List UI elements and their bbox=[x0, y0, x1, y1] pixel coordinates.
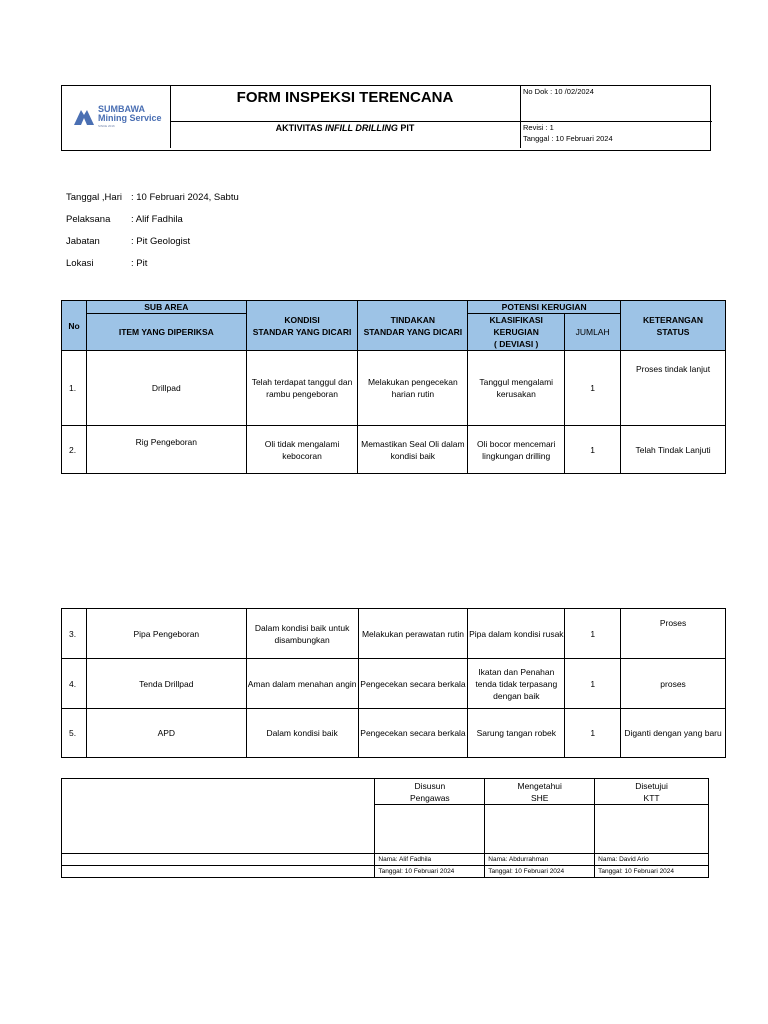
row-klasifikasi: Oli bocor mencemari lingkungan drilling bbox=[468, 426, 565, 474]
row-item: Drillpad bbox=[86, 351, 246, 426]
mountain-logo-icon bbox=[73, 106, 95, 126]
row-klasifikasi: Pipa dalam kondisi rusak bbox=[468, 609, 565, 659]
info-value-jabatan: : Pit Geologist bbox=[131, 236, 191, 247]
signature-role: Disusun bbox=[414, 780, 446, 791]
row-item: Rig Pengeboran bbox=[86, 426, 246, 474]
signature-dept: Pengawas bbox=[409, 792, 450, 803]
header-klasifikasi-line1: KLASIFIKASI bbox=[489, 315, 543, 325]
signature-space-she bbox=[485, 805, 595, 854]
header-keterangan-line1: KETERANGAN bbox=[643, 314, 704, 325]
form-header bbox=[61, 85, 711, 151]
inspection-table bbox=[61, 300, 726, 474]
signature-blank-nama bbox=[62, 854, 375, 866]
header-item: ITEM YANG DIPERIKSA bbox=[86, 314, 246, 351]
header-keterangan-line2: STATUS bbox=[656, 326, 690, 337]
row-no: 3. bbox=[62, 609, 87, 659]
subtitle-prefix: AKTIVITAS bbox=[275, 123, 325, 133]
row-tindakan: Pengecekan secara berkala bbox=[358, 709, 468, 758]
header-tindakan-line2: STANDAR YANG DICARI bbox=[363, 326, 463, 337]
row-jumlah: 1 bbox=[565, 609, 621, 659]
signature-tanggal: Tanggal: 10 Februari 2024 bbox=[595, 866, 709, 878]
header-tindakan bbox=[358, 301, 468, 351]
row-klasifikasi: Ikatan dan Penahan tenda tidak terpasang dengan baik bbox=[468, 659, 565, 709]
row-kondisi: Dalam kondisi baik untuk disambungkan bbox=[246, 609, 358, 659]
row-keterangan: Telah Tindak Lanjuti bbox=[621, 426, 726, 474]
row-kondisi: Telah terdapat tanggul dan rambu pengeboran bbox=[246, 351, 358, 426]
company-logo bbox=[62, 86, 171, 148]
signature-head-mengetahui bbox=[485, 779, 595, 805]
row-klasifikasi: Sarung tangan robek bbox=[468, 709, 565, 758]
inspection-table-continued bbox=[61, 608, 726, 758]
revision-info bbox=[521, 122, 712, 148]
row-jumlah: 1 bbox=[565, 426, 621, 474]
revision-date: Tanggal : 10 Februari 2024 bbox=[523, 134, 613, 143]
info-value-tanggal: : 10 Februari 2024, Sabtu bbox=[131, 192, 239, 203]
logo-text-line1: SUMBAWA bbox=[98, 104, 145, 114]
row-kondisi: Dalam kondisi baik bbox=[246, 709, 358, 758]
info-label-pelaksana: Pelaksana bbox=[66, 214, 111, 225]
header-keterangan bbox=[621, 301, 726, 351]
logo-text-line2: Mining Service bbox=[98, 113, 162, 123]
signature-table bbox=[61, 778, 709, 878]
header-klasifikasi bbox=[468, 314, 565, 351]
signature-space-ktt bbox=[595, 805, 709, 854]
header-sub-area: SUB AREA bbox=[86, 301, 246, 314]
signature-head-disetujui bbox=[595, 779, 709, 805]
row-kondisi: Oli tidak mengalami kebocoran bbox=[246, 426, 358, 474]
row-item: Tenda Drillpad bbox=[86, 659, 246, 709]
subtitle-suffix: PIT bbox=[397, 123, 415, 133]
row-keterangan: Proses tindak lanjut bbox=[621, 351, 726, 426]
row-jumlah: 1 bbox=[565, 709, 621, 758]
logo-tagline: SINCE 2016 bbox=[98, 124, 115, 128]
info-value-lokasi: : Pit bbox=[131, 258, 148, 269]
document-number: No Dok : 10 /02/2024 bbox=[521, 86, 712, 122]
revision-number: Revisi : 1 bbox=[523, 123, 554, 132]
row-jumlah: 1 bbox=[565, 659, 621, 709]
row-tindakan: Memastikan Seal Oli dalam kondisi baik bbox=[358, 426, 468, 474]
header-potensi-kerugian: POTENSI KERUGIAN bbox=[468, 301, 621, 314]
signature-role: Mengetahui bbox=[517, 780, 562, 791]
subtitle-italic: INFILL DRILLING bbox=[325, 123, 398, 133]
row-kondisi: Aman dalam menahan angin bbox=[246, 659, 358, 709]
row-keterangan: Diganti dengan yang baru bbox=[621, 709, 726, 758]
row-item: APD bbox=[86, 709, 246, 758]
header-tindakan-line1: TINDAKAN bbox=[390, 314, 436, 325]
info-label-lokasi: Lokasi bbox=[66, 258, 94, 269]
row-no: 4. bbox=[62, 659, 87, 709]
signature-nama: Nama: Abdurrahman bbox=[485, 854, 595, 866]
form-title: FORM INSPEKSI TERENCANA bbox=[170, 86, 521, 122]
row-tindakan: Pengecekan secara berkala bbox=[358, 659, 468, 709]
row-tindakan: Melakukan perawatan rutin bbox=[358, 609, 468, 659]
signature-tanggal: Tanggal: 10 Februari 2024 bbox=[485, 866, 595, 878]
header-klasifikasi-line3: ( DEVIASI ) bbox=[494, 339, 539, 349]
row-no: 2. bbox=[62, 426, 87, 474]
row-keterangan: proses bbox=[621, 659, 726, 709]
form-subtitle bbox=[170, 122, 521, 148]
row-item: Pipa Pengeboran bbox=[86, 609, 246, 659]
header-kondisi-line1: KONDISI bbox=[284, 314, 320, 325]
signature-blank-tanggal bbox=[62, 866, 375, 878]
row-no: 5. bbox=[62, 709, 87, 758]
table-row bbox=[62, 351, 726, 426]
signature-space-pengawas bbox=[375, 805, 485, 854]
table-row bbox=[62, 609, 726, 659]
header-klasifikasi-line2: KERUGIAN bbox=[493, 327, 539, 337]
header-kondisi bbox=[246, 301, 358, 351]
row-keterangan: Proses bbox=[621, 609, 726, 659]
row-klasifikasi: Tanggul mengalami kerusakan bbox=[468, 351, 565, 426]
signature-dept: KTT bbox=[643, 792, 660, 803]
info-value-pelaksana: : Alif Fadhila bbox=[131, 214, 183, 225]
table-row bbox=[62, 426, 726, 474]
table-row bbox=[62, 659, 726, 709]
signature-nama: Nama: Alif Fadhila bbox=[375, 854, 485, 866]
header-kondisi-line2: STANDAR YANG DICARI bbox=[252, 326, 352, 337]
header-jumlah: JUMLAH bbox=[565, 314, 621, 351]
signature-role: Disetujui bbox=[635, 780, 668, 791]
signature-nama: Nama: David Ario bbox=[595, 854, 709, 866]
row-tindakan: Melakukan pengecekan harian rutin bbox=[358, 351, 468, 426]
row-jumlah: 1 bbox=[565, 351, 621, 426]
table-row bbox=[62, 709, 726, 758]
row-no: 1. bbox=[62, 351, 87, 426]
signature-tanggal: Tanggal: 10 Februari 2024 bbox=[375, 866, 485, 878]
header-no: No bbox=[62, 301, 87, 351]
info-label-tanggal: Tanggal ,Hari bbox=[66, 192, 122, 203]
signature-blank-area bbox=[62, 779, 375, 854]
info-label-jabatan: Jabatan bbox=[66, 236, 100, 247]
signature-head-disusun bbox=[375, 779, 485, 805]
signature-dept: SHE bbox=[530, 792, 549, 803]
